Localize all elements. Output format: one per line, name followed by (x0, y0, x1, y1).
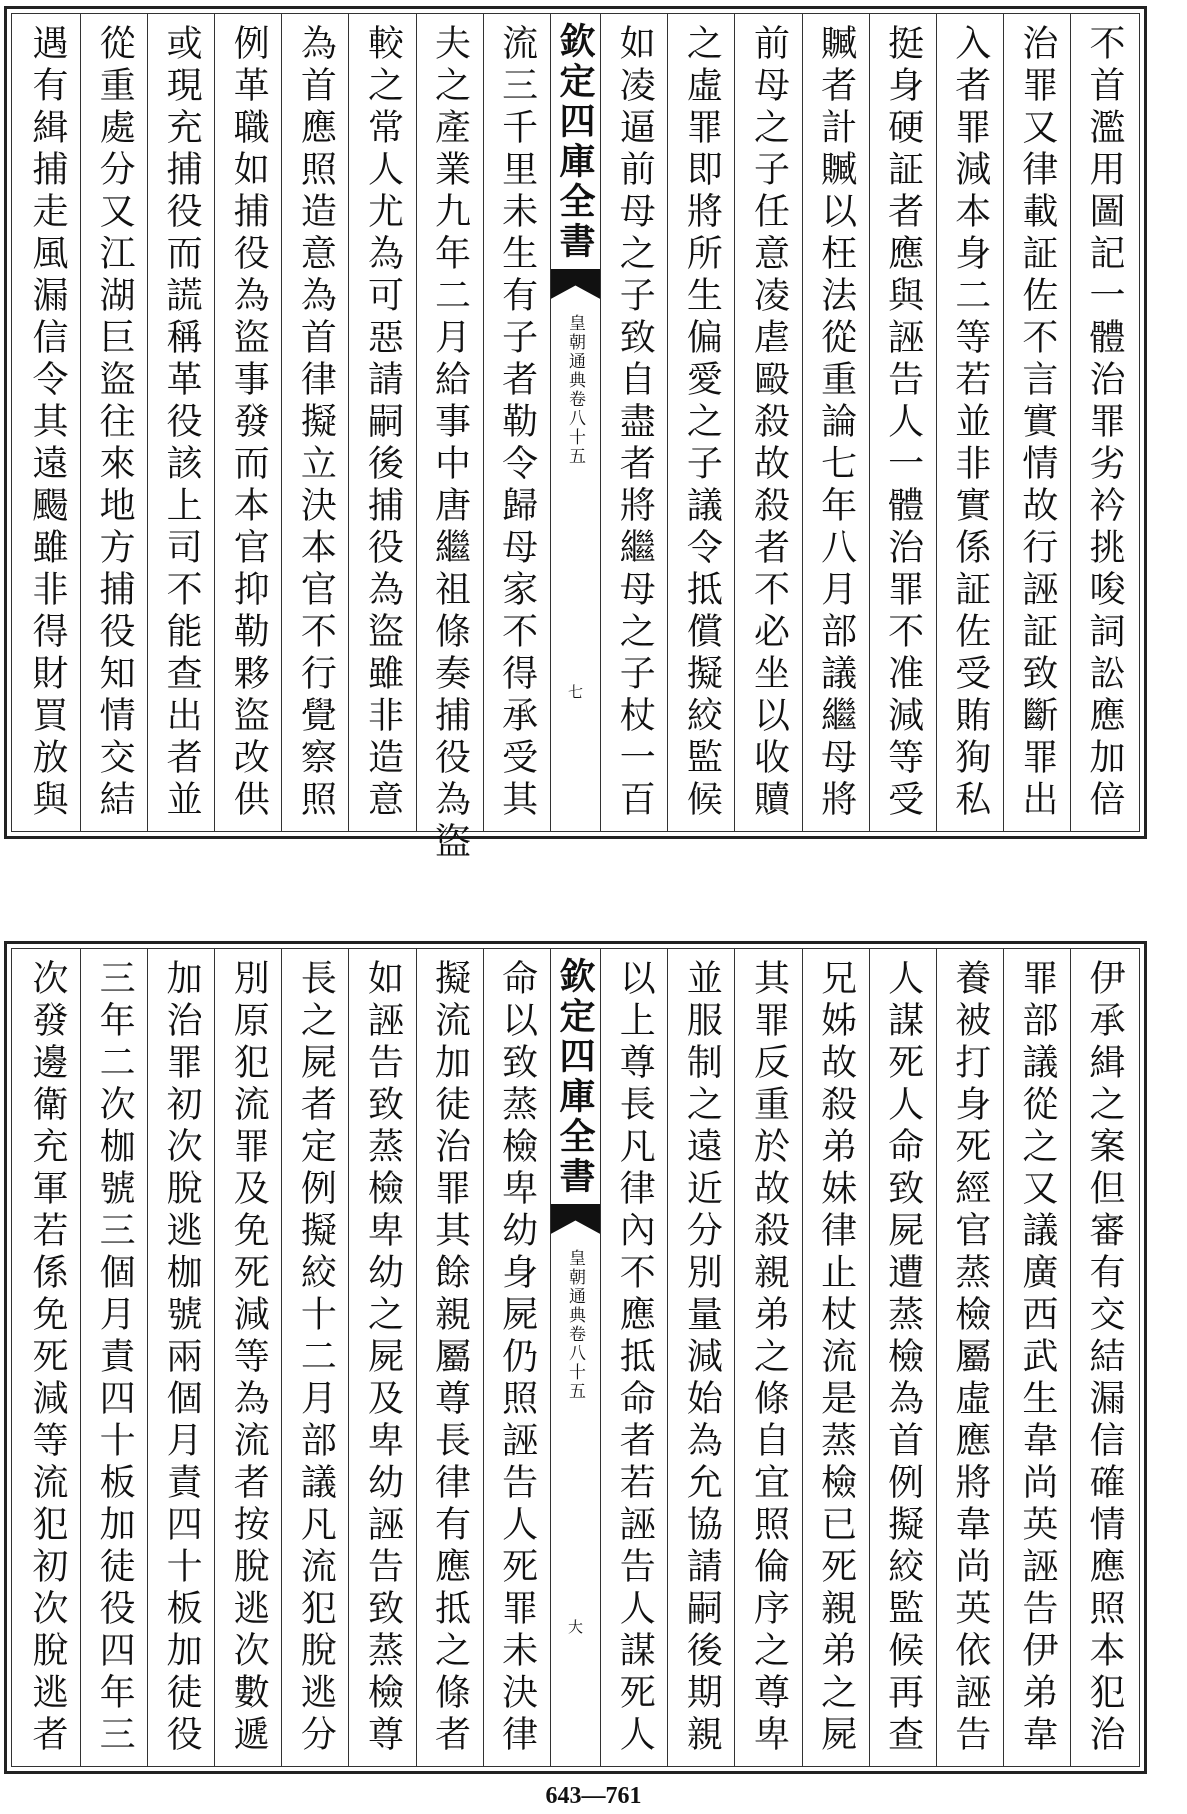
text-columns (14, 949, 1137, 1766)
text-column: 為首應照造意為首律擬立決本官不行覺察照 (281, 14, 348, 831)
text-column: 命以致蒸檢卑幼身屍仍照誣告人死罪未決律 (483, 949, 550, 1766)
text-column: 罪部議從之又議廣西武生韋尚英誣告伊弟韋 (1003, 949, 1070, 1766)
text-column: 次發邊衛充軍若係免死減等流犯初次脫逃者 (26, 959, 68, 1757)
text-column: 其罪反重於故殺親弟之條自宜照倫序之尊卑 (734, 949, 801, 1766)
center-fold (550, 949, 601, 1766)
text-column: 流三千里未生有子者勒令歸母家不得承受其 (483, 14, 550, 831)
text-column: 擬流加徒治罪其餘親屬尊長律有應抵之條者 (416, 949, 483, 1766)
text-column: 或現充捕役而謊稱革役該上司不能查出者並 (147, 14, 214, 831)
text-column: 以上尊長凡律內不應抵命者若誣告人謀死人 (600, 949, 667, 1766)
leaf-number: 大 (565, 1619, 584, 1634)
top-page (0, 0, 1187, 864)
text-column: 並服制之遠近分別量減始為允協請嗣後期親 (667, 949, 734, 1766)
text-column: 例革職如捕役為盜事發而本官抑勒夥盜改供 (214, 14, 281, 831)
text-column: 遇有緝捕走風漏信令其遠颺雖非得財買放與 (26, 24, 68, 822)
text-column: 兄姊故殺弟妹律止杖流是蒸檢已死親弟之屍 (802, 949, 869, 1766)
text-column: 之虛罪即將所生偏愛之子議令抵償擬絞監候 (667, 14, 734, 831)
text-column: 治罪又律載証佐不言實情故行誣証致斷罪出 (1003, 14, 1070, 831)
text-column: 如誣告致蒸檢卑幼之屍及卑幼誣告致蒸檢尊 (348, 949, 415, 1766)
fishtail-mark (551, 1204, 601, 1234)
text-column: 從重處分又江湖巨盜往來地方捕役知情交結 (80, 14, 147, 831)
book-title: 欽定四庫全書 (553, 957, 596, 1197)
text-column: 如凌逼前母之子致自盡者將繼母之子杖一百 (600, 14, 667, 831)
text-column: 入者罪減本身二等若並非實係証佐受賄狥私 (936, 14, 1003, 831)
text-column: 伊承緝之案但審有交結漏信確情應照本犯治 (1070, 949, 1137, 1766)
text-column: 加治罪初次脫逃枷號兩個月責四十板加徒役 (147, 949, 214, 1766)
fishtail-mark (551, 269, 601, 299)
bottom-page (0, 935, 1187, 1780)
page-number: 643—761 (545, 1783, 642, 1809)
text-column: 挺身硬証者應與誣告人一體治罪不准減等受 (869, 14, 936, 831)
text-column: 不首濫用圖記一體治罪劣衿挑唆詞訟應加倍 (1070, 14, 1137, 831)
text-column: 三年二次枷號三個月責四十板加徒役四年三 (80, 949, 147, 1766)
text-column: 養被打身死經官蒸檢屬虛應將韋尚英依誣告 (936, 949, 1003, 1766)
text-column: 別原犯流罪及免死減等為流者按脫逃次數遞 (214, 949, 281, 1766)
text-column: 長之屍者定例擬絞十二月部議凡流犯脫逃分 (281, 949, 348, 1766)
center-fold (550, 14, 601, 831)
section-title: 皇朝通典卷八十五 (564, 1249, 585, 1401)
text-column: 人謀死人命致屍遭蒸檢為首例擬絞監候再查 (869, 949, 936, 1766)
text-column: 夫之產業九年二月給事中唐繼祖條奏捕役為盜 (416, 14, 483, 831)
text-column: 較之常人尤為可惡請嗣後捕役為盜雖非造意 (348, 14, 415, 831)
text-columns (14, 14, 1137, 864)
text-column: 前母之子任意凌虐毆殺故殺者不必坐以收贖 (734, 14, 801, 831)
text-column: 贓者計贓以枉法從重論七年八月部議繼母將 (802, 14, 869, 831)
book-title: 欽定四庫全書 (553, 22, 596, 262)
leaf-number: 七 (565, 684, 584, 699)
section-title: 皇朝通典卷八十五 (564, 314, 585, 466)
